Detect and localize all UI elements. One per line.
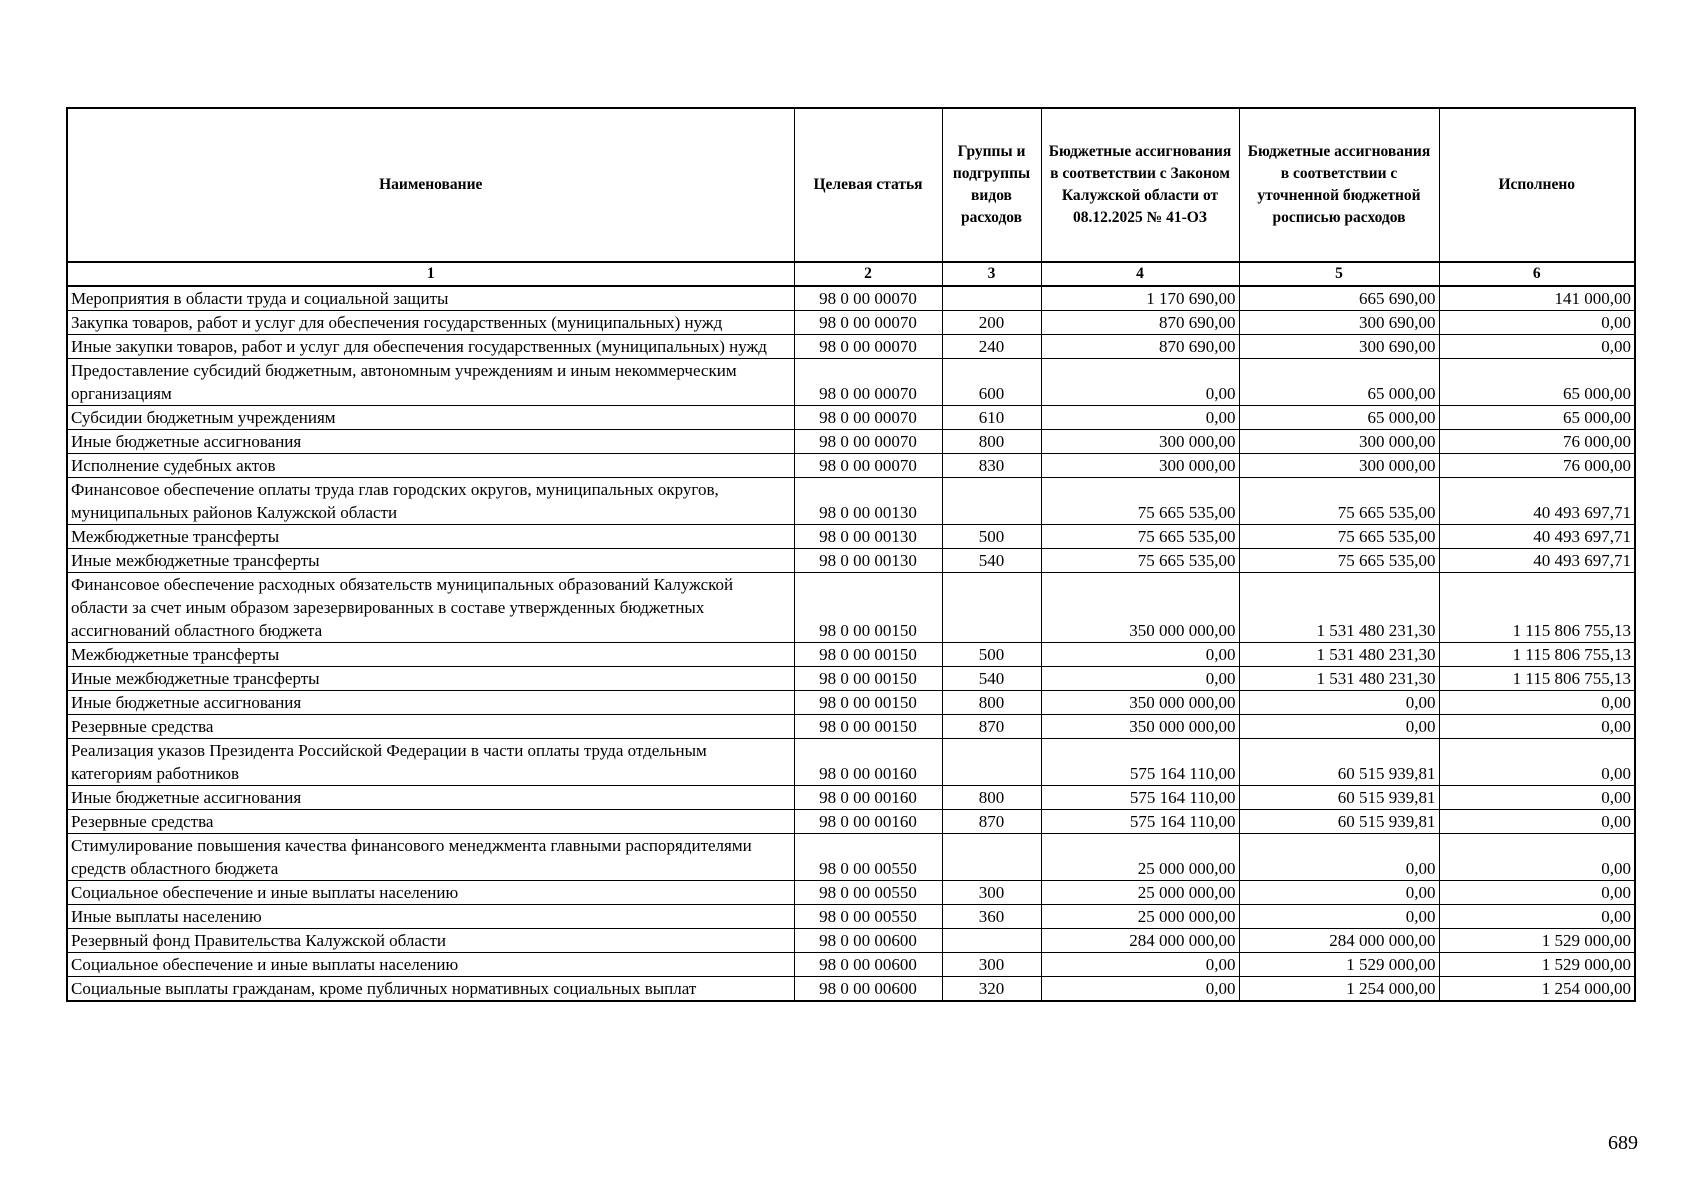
row-name: Резервные средства [67, 810, 794, 834]
row-target-article: 98 0 00 00150 [794, 667, 942, 691]
table-row [67, 715, 1635, 739]
row-expense-group [942, 478, 1041, 525]
row-refined-amount: 0,00 [1239, 881, 1439, 905]
row-refined-amount: 1 531 480 231,30 [1239, 573, 1439, 643]
header-target-article: Целевая статья [794, 108, 942, 262]
row-refined-amount: 300 690,00 [1239, 311, 1439, 335]
row-expense-group: 500 [942, 643, 1041, 667]
row-refined-amount: 284 000 000,00 [1239, 929, 1439, 953]
row-target-article: 98 0 00 00160 [794, 786, 942, 810]
row-law-amount: 0,00 [1041, 406, 1239, 430]
row-refined-amount: 0,00 [1239, 691, 1439, 715]
row-refined-amount: 0,00 [1239, 834, 1439, 881]
header-name: Наименование [67, 108, 794, 262]
row-refined-amount: 60 515 939,81 [1239, 810, 1439, 834]
table-row [67, 525, 1635, 549]
table-row [67, 406, 1635, 430]
row-law-amount: 0,00 [1041, 643, 1239, 667]
page-number: 689 [1608, 1132, 1638, 1154]
row-refined-amount: 1 531 480 231,30 [1239, 643, 1439, 667]
row-expense-group: 800 [942, 430, 1041, 454]
row-name: Иные бюджетные ассигнования [67, 691, 794, 715]
row-executed-amount: 76 000,00 [1439, 430, 1635, 454]
row-name: Межбюджетные трансферты [67, 525, 794, 549]
row-name: Социальные выплаты гражданам, кроме публичных нормативных социальных выплат [67, 977, 794, 1002]
row-target-article: 98 0 00 00150 [794, 715, 942, 739]
row-refined-amount: 1 529 000,00 [1239, 953, 1439, 977]
row-name: Реализация указов Президента Российской Федерации в части оплаты труда отдельным категориям работников [67, 739, 794, 786]
row-refined-amount: 665 690,00 [1239, 286, 1439, 311]
row-expense-group: 500 [942, 525, 1041, 549]
row-target-article: 98 0 00 00070 [794, 286, 942, 311]
row-refined-amount: 75 665 535,00 [1239, 525, 1439, 549]
row-refined-amount: 1 531 480 231,30 [1239, 667, 1439, 691]
row-law-amount: 0,00 [1041, 953, 1239, 977]
table-row [67, 881, 1635, 905]
row-executed-amount: 40 493 697,71 [1439, 525, 1635, 549]
row-executed-amount: 1 115 806 755,13 [1439, 643, 1635, 667]
table-row [67, 929, 1635, 953]
row-name: Социальное обеспечение и иные выплаты населению [67, 953, 794, 977]
row-expense-group: 360 [942, 905, 1041, 929]
row-target-article: 98 0 00 00130 [794, 478, 942, 525]
row-executed-amount: 40 493 697,71 [1439, 549, 1635, 573]
row-expense-group [942, 739, 1041, 786]
row-refined-amount: 65 000,00 [1239, 359, 1439, 406]
row-refined-amount: 1 254 000,00 [1239, 977, 1439, 1002]
row-target-article: 98 0 00 00130 [794, 549, 942, 573]
table-row [67, 834, 1635, 881]
row-expense-group: 600 [942, 359, 1041, 406]
header-executed: Исполнено [1439, 108, 1635, 262]
row-law-amount: 25 000 000,00 [1041, 834, 1239, 881]
row-target-article: 98 0 00 00160 [794, 810, 942, 834]
row-target-article: 98 0 00 00550 [794, 834, 942, 881]
row-executed-amount: 1 254 000,00 [1439, 977, 1635, 1002]
row-executed-amount: 0,00 [1439, 786, 1635, 810]
table-row [67, 691, 1635, 715]
row-refined-amount: 60 515 939,81 [1239, 739, 1439, 786]
header-number: 5 [1239, 262, 1439, 286]
row-law-amount: 300 000,00 [1041, 430, 1239, 454]
row-law-amount: 0,00 [1041, 667, 1239, 691]
table-row [67, 286, 1635, 311]
budget-table [66, 107, 1636, 1002]
header-expense-groups: Группы и подгруппы видов расходов [942, 108, 1041, 262]
row-name: Финансовое обеспечение оплаты труда глав городских округов, муниципальных округов, муниципальных районов Калужской области [67, 478, 794, 525]
row-executed-amount: 0,00 [1439, 335, 1635, 359]
row-law-amount: 350 000 000,00 [1041, 573, 1239, 643]
row-refined-amount: 300 690,00 [1239, 335, 1439, 359]
row-executed-amount: 0,00 [1439, 715, 1635, 739]
row-expense-group [942, 573, 1041, 643]
table-row [67, 454, 1635, 478]
header-number: 4 [1041, 262, 1239, 286]
row-target-article: 98 0 00 00160 [794, 739, 942, 786]
row-refined-amount: 60 515 939,81 [1239, 786, 1439, 810]
row-expense-group: 540 [942, 549, 1041, 573]
row-target-article: 98 0 00 00130 [794, 525, 942, 549]
header-number: 6 [1439, 262, 1635, 286]
row-refined-amount: 75 665 535,00 [1239, 549, 1439, 573]
row-target-article: 98 0 00 00150 [794, 691, 942, 715]
row-expense-group: 200 [942, 311, 1041, 335]
header-number-row [67, 262, 1635, 286]
header-number: 2 [794, 262, 942, 286]
row-name: Стимулирование повышения качества финансового менеджмента главными распорядителями средств областного бюджета [67, 834, 794, 881]
row-expense-group: 320 [942, 977, 1041, 1002]
row-law-amount: 575 164 110,00 [1041, 786, 1239, 810]
row-law-amount: 25 000 000,00 [1041, 881, 1239, 905]
header-number: 3 [942, 262, 1041, 286]
table-row [67, 359, 1635, 406]
row-name: Иные межбюджетные трансферты [67, 667, 794, 691]
row-law-amount: 575 164 110,00 [1041, 810, 1239, 834]
row-name: Резервные средства [67, 715, 794, 739]
table-header [67, 108, 1635, 286]
row-law-amount: 0,00 [1041, 977, 1239, 1002]
row-law-amount: 0,00 [1041, 359, 1239, 406]
table-row [67, 311, 1635, 335]
table-row [67, 549, 1635, 573]
row-refined-amount: 0,00 [1239, 715, 1439, 739]
table-row [67, 953, 1635, 977]
row-expense-group: 300 [942, 953, 1041, 977]
header-law-allocations: Бюджетные ассигнования в соответствии с Законом Калужской области от 08.12.2025 № 41-ОЗ [1041, 108, 1239, 262]
row-name: Финансовое обеспечение расходных обязательств муниципальных образований Калужской области за счет иным образом зарезервированных в составе утвержденных бюджетных ассигнований областного бюджета [67, 573, 794, 643]
row-executed-amount: 65 000,00 [1439, 406, 1635, 430]
row-law-amount: 870 690,00 [1041, 311, 1239, 335]
row-target-article: 98 0 00 00070 [794, 359, 942, 406]
table-row [67, 573, 1635, 643]
table-row [67, 905, 1635, 929]
row-law-amount: 870 690,00 [1041, 335, 1239, 359]
row-expense-group: 300 [942, 881, 1041, 905]
row-target-article: 98 0 00 00550 [794, 881, 942, 905]
table-row [67, 335, 1635, 359]
row-name: Межбюджетные трансферты [67, 643, 794, 667]
row-target-article: 98 0 00 00070 [794, 430, 942, 454]
row-executed-amount: 0,00 [1439, 691, 1635, 715]
row-law-amount: 300 000,00 [1041, 454, 1239, 478]
header-refined-allocations: Бюджетные ассигнования в соответствии с уточненной бюджетной росписью расходов [1239, 108, 1439, 262]
row-refined-amount: 75 665 535,00 [1239, 478, 1439, 525]
header-number: 1 [67, 262, 794, 286]
row-name: Социальное обеспечение и иные выплаты населению [67, 881, 794, 905]
row-law-amount: 25 000 000,00 [1041, 905, 1239, 929]
row-name: Иные закупки товаров, работ и услуг для обеспечения государственных (муниципальных) нужд [67, 335, 794, 359]
row-refined-amount: 300 000,00 [1239, 454, 1439, 478]
row-executed-amount: 141 000,00 [1439, 286, 1635, 311]
row-expense-group [942, 929, 1041, 953]
row-target-article: 98 0 00 00550 [794, 905, 942, 929]
header-row [67, 108, 1635, 262]
row-executed-amount: 0,00 [1439, 810, 1635, 834]
row-executed-amount: 40 493 697,71 [1439, 478, 1635, 525]
table-row [67, 739, 1635, 786]
row-expense-group [942, 834, 1041, 881]
row-target-article: 98 0 00 00600 [794, 977, 942, 1002]
row-expense-group [942, 286, 1041, 311]
row-target-article: 98 0 00 00600 [794, 953, 942, 977]
row-executed-amount: 1 529 000,00 [1439, 929, 1635, 953]
row-name: Исполнение судебных актов [67, 454, 794, 478]
row-expense-group: 800 [942, 786, 1041, 810]
table-row [67, 430, 1635, 454]
row-refined-amount: 0,00 [1239, 905, 1439, 929]
row-executed-amount: 65 000,00 [1439, 359, 1635, 406]
table-row [67, 977, 1635, 1002]
row-refined-amount: 65 000,00 [1239, 406, 1439, 430]
row-name: Субсидии бюджетным учреждениям [67, 406, 794, 430]
row-law-amount: 75 665 535,00 [1041, 478, 1239, 525]
table-row [67, 810, 1635, 834]
row-executed-amount: 1 115 806 755,13 [1439, 573, 1635, 643]
row-expense-group: 830 [942, 454, 1041, 478]
row-law-amount: 1 170 690,00 [1041, 286, 1239, 311]
row-expense-group: 240 [942, 335, 1041, 359]
row-executed-amount: 1 115 806 755,13 [1439, 667, 1635, 691]
row-target-article: 98 0 00 00600 [794, 929, 942, 953]
row-executed-amount: 0,00 [1439, 905, 1635, 929]
row-law-amount: 75 665 535,00 [1041, 549, 1239, 573]
row-expense-group: 610 [942, 406, 1041, 430]
row-target-article: 98 0 00 00070 [794, 406, 942, 430]
table-row [67, 478, 1635, 525]
row-refined-amount: 300 000,00 [1239, 430, 1439, 454]
table-body [67, 286, 1635, 1001]
row-target-article: 98 0 00 00150 [794, 573, 942, 643]
table-row [67, 643, 1635, 667]
row-target-article: 98 0 00 00150 [794, 643, 942, 667]
row-name: Иные бюджетные ассигнования [67, 430, 794, 454]
row-executed-amount: 0,00 [1439, 881, 1635, 905]
row-target-article: 98 0 00 00070 [794, 311, 942, 335]
row-target-article: 98 0 00 00070 [794, 454, 942, 478]
row-law-amount: 350 000 000,00 [1041, 691, 1239, 715]
row-executed-amount: 0,00 [1439, 834, 1635, 881]
row-name: Мероприятия в области труда и социальной защиты [67, 286, 794, 311]
row-name: Иные бюджетные ассигнования [67, 786, 794, 810]
row-executed-amount: 1 529 000,00 [1439, 953, 1635, 977]
row-expense-group: 540 [942, 667, 1041, 691]
row-executed-amount: 76 000,00 [1439, 454, 1635, 478]
table-row [67, 667, 1635, 691]
row-name: Иные выплаты населению [67, 905, 794, 929]
row-expense-group: 870 [942, 810, 1041, 834]
row-law-amount: 575 164 110,00 [1041, 739, 1239, 786]
row-name: Иные межбюджетные трансферты [67, 549, 794, 573]
table-row [67, 786, 1635, 810]
row-name: Закупка товаров, работ и услуг для обеспечения государственных (муниципальных) нужд [67, 311, 794, 335]
row-law-amount: 284 000 000,00 [1041, 929, 1239, 953]
row-name: Предоставление субсидий бюджетным, автономным учреждениям и иным некоммерческим организациям [67, 359, 794, 406]
row-expense-group: 870 [942, 715, 1041, 739]
row-law-amount: 75 665 535,00 [1041, 525, 1239, 549]
row-expense-group: 800 [942, 691, 1041, 715]
row-executed-amount: 0,00 [1439, 311, 1635, 335]
row-name: Резервный фонд Правительства Калужской области [67, 929, 794, 953]
row-law-amount: 350 000 000,00 [1041, 715, 1239, 739]
row-executed-amount: 0,00 [1439, 739, 1635, 786]
row-target-article: 98 0 00 00070 [794, 335, 942, 359]
